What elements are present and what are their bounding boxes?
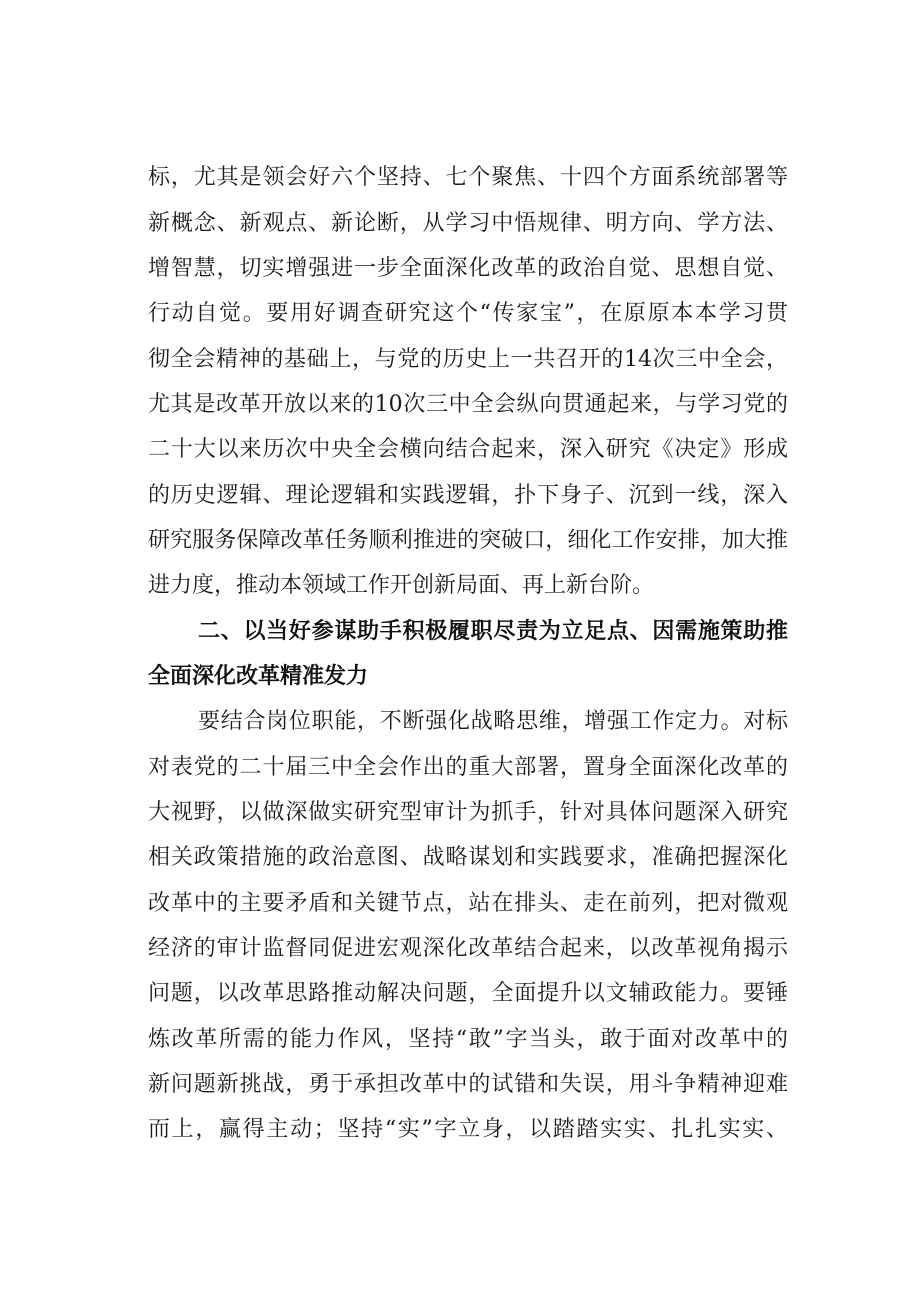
body-text-line: 彻全会精神的基础上，与党的历史上一共召开的14次三中全会， [148,347,788,372]
body-text-line: 行动自觉。要用好调查研究这个“传家宝”，在原原本本学习贯 [148,301,788,326]
body-text-line: 问题，以改革思路推动解决问题，全面提升以文辅政能力。要锤 [148,981,788,1006]
body-text-line: 新概念、新观点、新论断，从学习中悟规律、明方向、学方法、 [148,211,788,236]
body-text-line: 相关政策措施的政治意图、战略谋划和实践要求，准确把握深化 [148,845,788,870]
section-heading: 全面深化改革精准发力 [148,664,369,689]
body-text-line: 尤其是改革开放以来的10次三中全会纵向贯通起来，与学习党的 [148,392,788,417]
body-text-line: 改革中的主要矛盾和关键节点，站在排头、走在前列，把对微观 [148,891,788,916]
body-text-line: 新问题新挑战，勇于承担改革中的试错和失误，用斗争精神迎难 [148,1072,788,1097]
body-text-line: 经济的审计监督同促进宏观深化改革结合起来，以改革视角揭示 [148,936,788,961]
body-text-line: 研究服务保障改革任务顺利推进的突破口，细化工作安排，加大推 [148,528,788,553]
body-text-line: 而上，赢得主动；坚持“实”字立身，以踏踏实实、扎扎实实、 [148,1117,788,1142]
body-text-line: 的历史逻辑、理论逻辑和实践逻辑，扑下身子、沉到一线，深入 [148,483,788,508]
body-text-line: 二十大以来历次中央全会横向结合起来，深入研究《决定》形成 [148,437,788,462]
body-text-line: 要结合岗位职能，不断强化战略思维，增强工作定力。对标 [198,709,788,734]
section-heading: 二、以当好参谋助手积极履职尽责为立足点、因需施策助推 [198,619,788,644]
body-text-line: 对表党的二十届三中全会作出的重大部署，置身全面深化改革的 [148,755,788,780]
body-text-line: 大视野，以做深做实研究型审计为抓手，针对具体问题深入研究 [148,800,788,825]
body-text-line: 进力度，推动本领域工作开创新局面、再上新台阶。 [148,573,655,598]
body-text-line: 增智慧，切实增强进一步全面深化改革的政治自觉、思想自觉、 [148,256,788,281]
body-text-line: 标，尤其是领会好六个坚持、七个聚焦、十四个方面系统部署等 [148,165,788,190]
body-text-line: 炼改革所需的能力作风，坚持“敢”字当头，敢于面对改革中的 [148,1027,788,1052]
